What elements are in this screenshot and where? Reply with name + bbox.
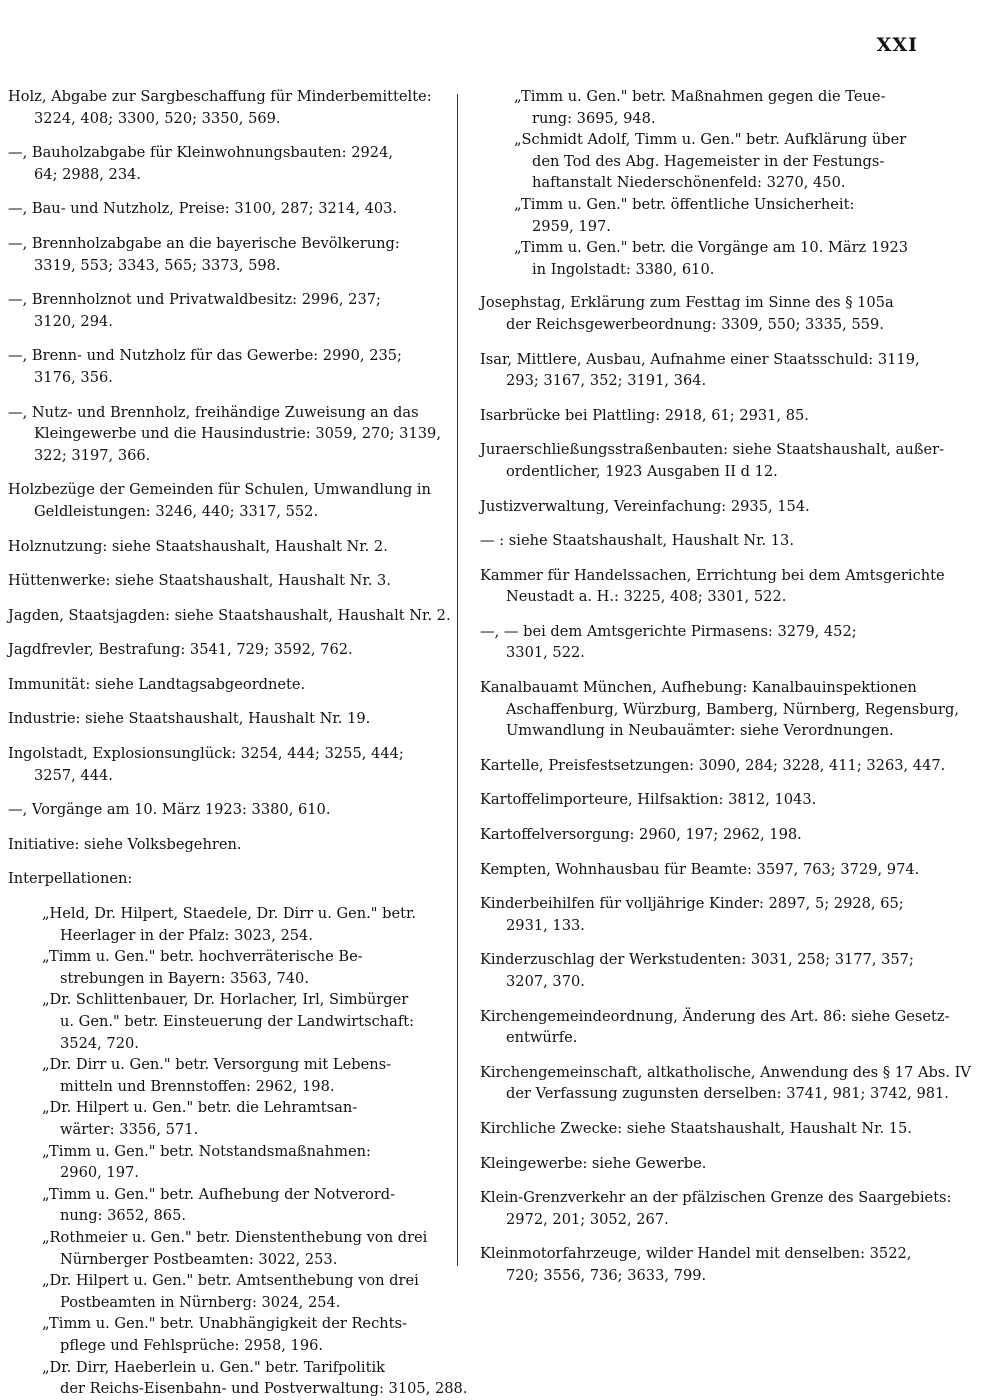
entry-line: —, — bei dem Amtsgerichte Pirmasens: 3279, 452;: [480, 622, 857, 640]
entry-line: 293; 3167, 352; 3191, 364.: [506, 372, 707, 390]
index-entry: [480, 893, 926, 936]
interpellation-item: [8, 946, 450, 989]
entry-line: 720; 3556, 736; 3633, 799.: [506, 1266, 707, 1284]
entry-line: Neustadt a. H.: 3225, 408; 3301, 522.: [506, 588, 787, 606]
index-entry: [8, 402, 450, 467]
entry-line: der Verfassung zugunsten derselben: 3741, 981; 3742, 981.: [506, 1085, 949, 1103]
interpellation-item: [480, 86, 926, 129]
entry-line: Kirchengemeinschaft, altkatholische, Anwendung des § 17 Abs. IV: [480, 1063, 971, 1081]
interpellation-item: [480, 194, 926, 237]
interpellation-item: [8, 1184, 450, 1227]
index-entry: [8, 570, 450, 592]
entry-line: —, Brennholznot und Privatwaldbesitz: 2996, 237;: [8, 291, 381, 309]
right-column: [480, 86, 971, 1300]
entry-line: Kinderzuschlag der Werkstudenten: 3031, 258; 3177, 357;: [480, 951, 914, 969]
entry-line: „Timm u. Gen." betr. öffentliche Unsicherheit:: [514, 195, 855, 213]
entry-line: entwürfe.: [506, 1029, 578, 1047]
entry-line: in Ingolstadt: 3380, 610.: [532, 260, 715, 278]
entry-line: „Dr. Schlittenbauer, Dr. Horlacher, Irl, Simbürger: [42, 991, 409, 1009]
index-entry: [480, 530, 926, 552]
entry-line: Heerlager in der Pfalz: 3023, 254.: [60, 926, 313, 944]
page-number: XXI: [876, 34, 918, 56]
entry-line: Holznutzung: siehe Staatshaushalt, Haushalt Nr. 2.: [8, 537, 388, 555]
entry-line: „Timm u. Gen." betr. Unabhängigkeit der Rechts-: [42, 1315, 407, 1333]
entry-line: 3224, 408; 3300, 520; 3350, 569.: [34, 109, 281, 127]
index-entry: [8, 198, 450, 220]
interpellation-item: [8, 1357, 468, 1400]
entry-line: —, Bauholzabgabe für Kleinwohnungsbauten: 2924,: [8, 144, 394, 162]
entry-line: Isar, Mittlere, Ausbau, Aufnahme einer Staatsschuld: 3119,: [480, 350, 920, 368]
index-entry: [480, 1187, 952, 1230]
entry-line: „Dr. Hilpert u. Gen." betr. die Lehramtsan-: [42, 1099, 358, 1117]
index-entry: [480, 755, 946, 777]
entry-line: der Reichs-Eisenbahn- und Postverwaltung: 3105, 288.: [60, 1380, 468, 1398]
index-entry: [480, 621, 926, 664]
entry-line: Industrie: siehe Staatshaushalt, Haushalt Nr. 19.: [8, 710, 371, 728]
entry-line: Kirchengemeindeordnung, Änderung des Art. 86: siehe Gesetz-: [480, 1007, 950, 1025]
entry-line: wärter: 3356, 571.: [60, 1120, 199, 1138]
index-entry: [8, 605, 450, 627]
entry-line: Juraerschließungsstraßenbauten: siehe Staatshaushalt, außer-: [480, 441, 945, 459]
interpellation-item: [480, 237, 926, 280]
entry-line: Kleinmotorfahrzeuge, wilder Handel mit denselben: 3522,: [480, 1245, 912, 1263]
entry-line: 3120, 294.: [34, 312, 113, 330]
interpellation-item: [8, 1270, 450, 1313]
index-entry: [480, 789, 926, 811]
entry-line: Holz, Abgabe zur Sargbeschaffung für Minderbemittelte:: [8, 88, 432, 105]
entry-line: Kanalbauamt München, Aufhebung: Kanalbauinspektionen: [480, 679, 917, 697]
entry-line: „Held, Dr. Hilpert, Staedele, Dr. Dirr u. Gen." betr.: [42, 905, 417, 923]
entry-line: Jagden, Staatsjagden: siehe Staatshaushalt, Haushalt Nr. 2.: [8, 606, 451, 624]
index-entry: [480, 439, 945, 482]
entry-line: den Tod des Abg. Hagemeister in der Festungs-: [532, 152, 885, 170]
entry-line: Interpellationen:: [8, 870, 133, 888]
entry-line: Kartoffelversorgung: 2960, 197; 2962, 198.: [480, 826, 802, 844]
entry-line: 322; 3197, 366.: [34, 446, 151, 464]
index-entry: [8, 799, 450, 821]
entry-line: Kempten, Wohnhausbau für Beamte: 3597, 763; 3729, 974.: [480, 860, 920, 878]
entry-line: Holzbezüge der Gemeinden für Schulen, Umwandlung in: [8, 481, 431, 499]
entry-line: 3207, 370.: [506, 973, 585, 990]
interpellation-item: [8, 1097, 450, 1140]
entry-line: 64; 2988, 234.: [34, 165, 142, 183]
entry-line: 2960, 197.: [60, 1164, 139, 1182]
interpellation-item: [8, 989, 450, 1054]
index-entry: [480, 859, 926, 881]
entry-line: 2931, 133.: [506, 916, 585, 934]
entry-line: —, Nutz- und Brennholz, freihändige Zuweisung an das: [8, 403, 419, 421]
left-column: [8, 86, 468, 1400]
entry-line: nung: 3652, 865.: [60, 1207, 187, 1225]
index-entry: [480, 1243, 926, 1286]
entry-line: Kartelle, Preisfestsetzungen: 3090, 284; 3228, 411; 3263, 447.: [480, 756, 946, 774]
entry-line: Geldleistungen: 3246, 440; 3317, 552.: [34, 502, 319, 520]
entry-line: „Schmidt Adolf, Timm u. Gen." betr. Aufklärung über: [514, 131, 907, 149]
index-entry: [8, 479, 450, 522]
interpellation-item: [8, 1313, 450, 1356]
entry-line: —, Brenn- und Nutzholz für das Gewerbe: 2990, 235;: [8, 347, 402, 365]
entry-line: Kartoffelimporteure, Hilfsaktion: 3812, 1043.: [480, 791, 817, 809]
entry-line: Justizverwaltung, Vereinfachung: 2935, 154.: [480, 497, 810, 515]
index-entry: [8, 834, 450, 856]
entry-line: Josephstag, Erklärung zum Festtag im Sinne des § 105a: [480, 294, 894, 312]
entry-line: Jagdfrevler, Bestrafung: 3541, 729; 3592, 762.: [8, 641, 353, 659]
entry-line: Kleingewerbe: siehe Gewerbe.: [480, 1154, 707, 1172]
entry-line: „Timm u. Gen." betr. Aufhebung der Notverord-: [42, 1185, 396, 1203]
index-entry: [480, 1062, 971, 1105]
entry-line: Nürnberger Postbeamten: 3022, 253.: [60, 1250, 338, 1268]
index-entry: [8, 674, 450, 696]
interpellation-item: [8, 1141, 450, 1184]
index-entry: [8, 142, 450, 185]
entry-line: 2972, 201; 3052, 267.: [506, 1210, 669, 1228]
interpellation-item: [480, 129, 926, 194]
index-entry: [480, 405, 926, 427]
entry-line: Immunität: siehe Landtagsabgeordnete.: [8, 675, 306, 693]
index-entry: [8, 743, 450, 786]
entry-line: — : siehe Staatshaushalt, Haushalt Nr. 13.: [480, 532, 794, 550]
index-entry: [480, 1118, 926, 1140]
entry-line: Umwandlung in Neubauämter: siehe Verordnungen.: [506, 722, 894, 740]
entry-line: 2959, 197.: [532, 217, 611, 235]
entry-line: 3301, 522.: [506, 644, 585, 662]
index-entry: [8, 345, 450, 388]
entry-line: Hüttenwerke: siehe Staatshaushalt, Haushalt Nr. 3.: [8, 572, 391, 590]
interpellation-item: [8, 1227, 450, 1270]
entry-line: der Reichsgewerbeordnung: 3309, 550; 3335, 559.: [506, 315, 884, 333]
index-entry: [8, 868, 450, 890]
index-entry: [8, 708, 450, 730]
entry-line: strebungen in Bayern: 3563, 740.: [60, 969, 309, 987]
index-entry: [480, 292, 926, 335]
index-entry: [480, 565, 945, 608]
index-entry: [480, 1006, 950, 1049]
entry-line: „Dr. Hilpert u. Gen." betr. Amtsenthebung von drei: [42, 1272, 419, 1290]
interpellation-item: [8, 903, 450, 946]
entry-line: Kleingewerbe und die Hausindustrie: 3059, 270; 3139,: [34, 425, 441, 443]
entry-line: rung: 3695, 948.: [532, 109, 656, 127]
entry-line: Postbeamten in Nürnberg: 3024, 254.: [60, 1293, 341, 1311]
entry-line: pflege und Fehlsprüche: 2958, 196.: [60, 1336, 324, 1354]
entry-line: „Timm u. Gen." betr. die Vorgänge am 10. März 1923: [514, 239, 909, 257]
interpellation-item: [8, 1054, 450, 1097]
entry-line: —, Brennholzabgabe an die bayerische Bevölkerung:: [8, 234, 400, 252]
entry-line: —, Vorgänge am 10. März 1923: 3380, 610.: [8, 801, 331, 819]
entry-line: 3176, 356.: [34, 368, 113, 386]
index-entry: [8, 86, 450, 129]
index-entry: [8, 536, 450, 558]
entry-line: „Rothmeier u. Gen." betr. Dienstenthebung von drei: [42, 1228, 428, 1246]
entry-line: „Timm u. Gen." betr. Notstandsmaßnahmen:: [42, 1142, 371, 1160]
entry-line: „Timm u. Gen." betr. hochverräterische Be-: [42, 948, 363, 966]
index-entry: [480, 496, 926, 518]
column-divider: [457, 94, 458, 1266]
index-entry: [8, 289, 450, 332]
index-entry: [480, 349, 926, 392]
entry-line: Kammer für Handelssachen, Errichtung bei dem Amtsgerichte: [480, 566, 945, 584]
entry-line: ordentlicher, 1923 Ausgaben II d 12.: [506, 462, 778, 480]
entry-line: „Dr. Dirr u. Gen." betr. Versorgung mit Lebens-: [42, 1056, 392, 1074]
entry-line: —, Bau- und Nutzholz, Preise: 3100, 287; 3214, 403.: [8, 200, 398, 218]
index-entry: [8, 233, 450, 276]
entry-line: mitteln und Brennstoffen: 2962, 198.: [60, 1077, 335, 1095]
entry-line: „Timm u. Gen." betr. Maßnahmen gegen die Teue-: [514, 88, 886, 105]
entry-line: haftanstalt Niederschönenfeld: 3270, 450.: [532, 174, 846, 192]
entry-line: „Dr. Dirr, Haeberlein u. Gen." betr. Tarifpolitik: [42, 1358, 385, 1376]
entry-line: Kirchliche Zwecke: siehe Staatshaushalt, Haushalt Nr. 15.: [480, 1119, 912, 1137]
index-entry: [480, 949, 926, 992]
entry-line: u. Gen." betr. Einsteuerung der Landwirtschaft:: [60, 1013, 415, 1030]
index-entry: [480, 1153, 926, 1175]
index-entry: [480, 824, 926, 846]
entry-line: Kinderbeihilfen für volljährige Kinder: 2897, 5; 2928, 65;: [480, 895, 904, 913]
entry-line: 3257, 444.: [34, 766, 113, 784]
index-entry: [8, 639, 450, 661]
entry-line: 3524, 720.: [60, 1034, 139, 1052]
entry-line: Isarbrücke bei Plattling: 2918, 61; 2931, 85.: [480, 406, 809, 424]
index-entry: [480, 677, 959, 742]
entry-line: Aschaffenburg, Würzburg, Bamberg, Nürnberg, Regensburg,: [506, 700, 959, 718]
entry-line: Klein-Grenzverkehr an der pfälzischen Grenze des Saargebiets:: [480, 1189, 952, 1207]
entry-line: Ingolstadt, Explosionsunglück: 3254, 444; 3255, 444;: [8, 745, 404, 763]
entry-line: 3319, 553; 3343, 565; 3373, 598.: [34, 256, 281, 274]
entry-line: Initiative: siehe Volksbegehren.: [8, 835, 242, 853]
